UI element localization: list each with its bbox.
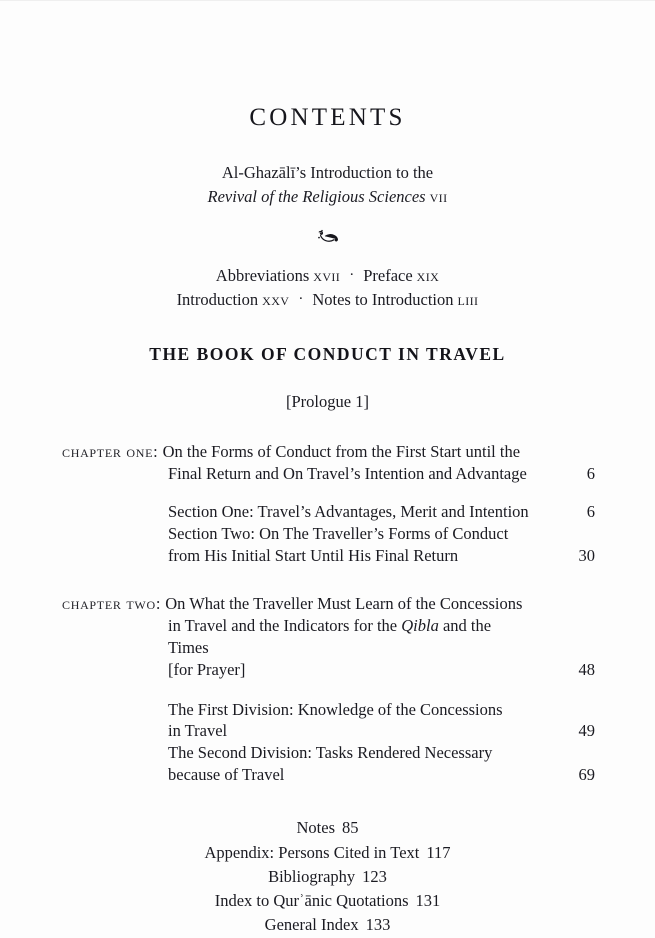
- qibla-term: Qibla: [401, 615, 439, 635]
- back-matter-list: [0, 816, 655, 937]
- introduction-page: xxv: [262, 290, 290, 310]
- separator-dot: ·: [349, 267, 355, 284]
- chapter-two-title-line1: On What the Traveller Must Learn of the Concessions: [165, 593, 523, 613]
- appendix-label: Appendix: Persons Cited in Text: [204, 842, 420, 862]
- section-two-line1: Section Two: On The Traveller’s Forms of Conduct: [168, 523, 509, 543]
- section-one-entry: [62, 501, 595, 523]
- section-one-page: 6: [586, 501, 595, 521]
- list-item: [0, 913, 655, 937]
- book-title: THE BOOK OF CONDUCT IN TRAVEL: [149, 344, 506, 365]
- introduction-label: Introduction: [176, 290, 259, 310]
- abbrev-preface-line: [0, 264, 655, 288]
- section-two-page: 30: [578, 545, 595, 565]
- prologue-entry: [Prologue 1]: [286, 392, 369, 412]
- second-division-line2: because of Travel: [168, 765, 285, 785]
- bibliography-label: Bibliography: [268, 866, 356, 886]
- chapter-two-label: chapter two:: [62, 593, 162, 613]
- front-matter-list: [0, 264, 655, 312]
- preface-label: Preface: [363, 266, 413, 286]
- chapter-one-label: chapter one:: [62, 442, 159, 462]
- chapter-one-page: 6: [586, 463, 595, 483]
- quranic-index-label: Index to Qurʾānic Quotations: [214, 891, 409, 911]
- introduction-notes-line: [0, 288, 655, 312]
- notes-label: Notes: [296, 818, 335, 838]
- general-index-page: 133: [365, 915, 391, 935]
- notes-page: 85: [342, 818, 359, 838]
- chapter-two-page: 48: [578, 659, 595, 679]
- list-item: [0, 865, 655, 889]
- list-item: [0, 816, 655, 840]
- abbreviations-label: Abbreviations: [215, 266, 310, 286]
- list-item: [0, 889, 655, 913]
- quranic-index-page: 131: [415, 891, 441, 911]
- first-division-line2: in Travel: [168, 721, 228, 741]
- preface-page: xix: [416, 266, 440, 286]
- chapter-one-title-line1: On the Forms of Conduct from the First Start until the: [162, 442, 521, 462]
- second-division-page: 69: [578, 765, 595, 785]
- ghazali-intro-page: vii: [429, 186, 448, 206]
- chapter-two-title-block: [62, 593, 595, 681]
- bibliography-page: 123: [362, 866, 387, 886]
- second-division-line1: The Second Division: Tasks Rendered Necessary: [168, 743, 493, 763]
- notes-to-introduction-label: Notes to Introduction: [312, 290, 454, 310]
- ghazali-intro-line2: [0, 185, 655, 209]
- notes-to-introduction-page: liii: [457, 290, 479, 310]
- chapter-two-line2-part-a: in Travel and the Indicators for the: [168, 615, 402, 635]
- first-division-entry: [62, 699, 595, 743]
- chapter-two-title-line3: [for Prayer]: [168, 659, 246, 679]
- abbreviations-page: xvii: [313, 266, 341, 286]
- chapter-one-title-block: [62, 441, 595, 485]
- chapter-two-line2-part-b: and the Times: [168, 615, 492, 657]
- chapter-two-title-line2: [62, 615, 533, 659]
- first-division-line1: The First Division: Knowledge of the Concessions: [168, 699, 503, 719]
- arabic-fleuron-ornament-icon: [0, 224, 655, 250]
- ghazali-intro-line1: Al-Ghazālī’s Introduction to the: [221, 163, 434, 182]
- section-one-line1: Section One: Travel’s Advantages, Merit and Intention: [168, 501, 529, 521]
- first-division-page: 49: [578, 721, 595, 741]
- separator-dot-2: ·: [298, 291, 304, 308]
- chapter-two-divisions: [62, 699, 595, 787]
- list-item: [0, 841, 655, 865]
- chapter-one-title-line2: Final Return and On Travel’s Intention and Advantage: [168, 463, 527, 483]
- appendix-page: 117: [426, 842, 451, 862]
- general-index-label: General Index: [264, 915, 359, 935]
- chapter-one-group: [62, 441, 595, 567]
- front-matter-intro: [0, 161, 655, 208]
- section-two-line2: from His Initial Start Until His Final Return: [168, 545, 459, 565]
- page-title: CONTENTS: [249, 104, 406, 131]
- second-division-entry: [62, 742, 595, 786]
- table-of-contents: [0, 441, 655, 786]
- chapter-two-group: [62, 593, 595, 787]
- section-two-entry: [62, 523, 595, 567]
- chapter-one-sections: [62, 501, 595, 567]
- chapter-one-entry: [62, 441, 595, 485]
- revival-title: Revival of the Religious Sciences: [207, 186, 426, 206]
- chapter-two-entry: [62, 593, 595, 681]
